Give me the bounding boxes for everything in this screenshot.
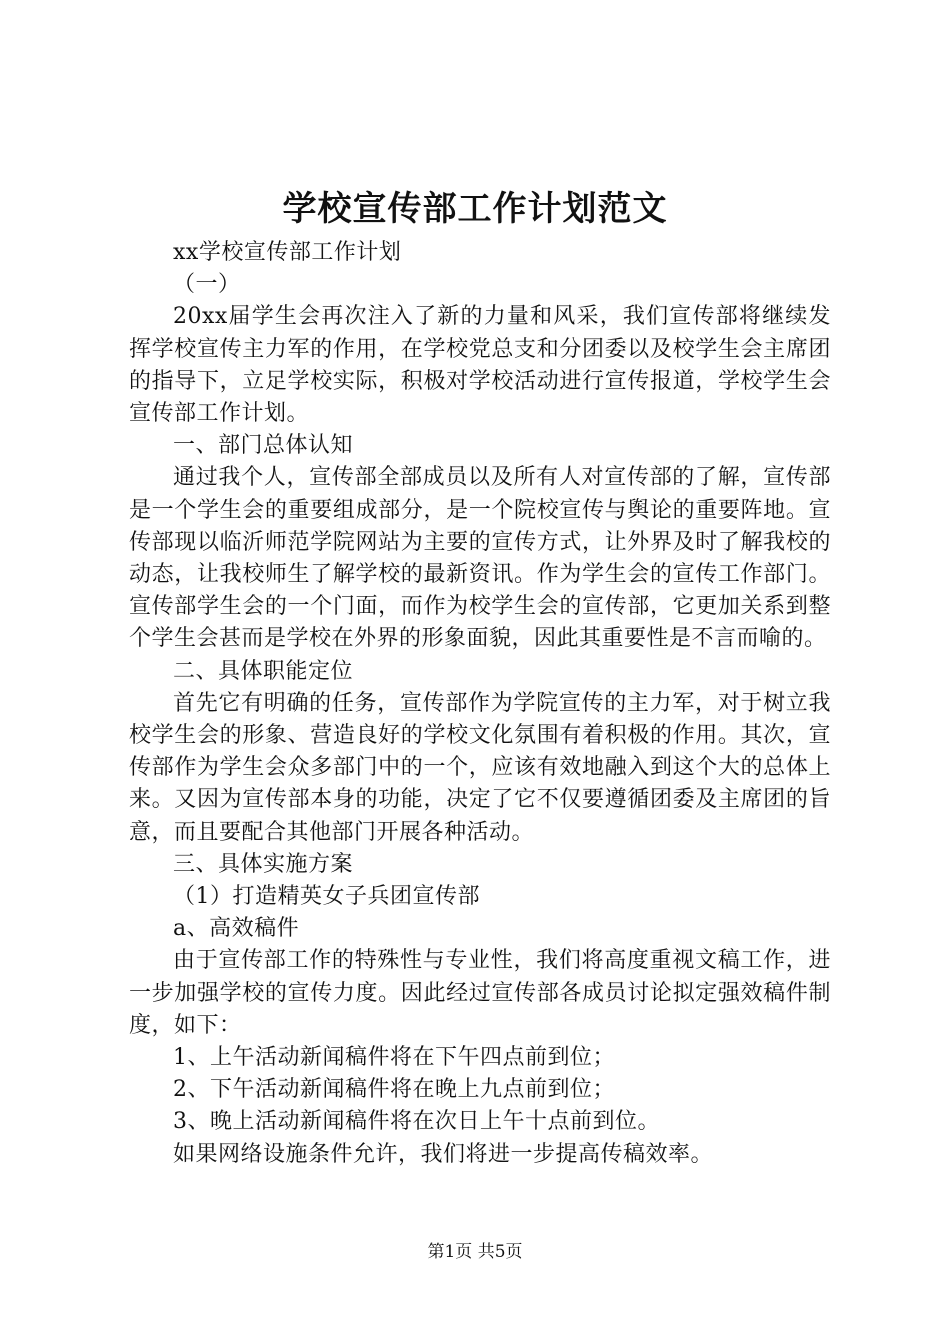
list-item-3: 3、晚上活动新闻稿件将在次日上午十点前到位。 [173,1109,660,1135]
section-1-paragraph: 通过我个人，宣传部全部成员以及所有人对宣传部的了解，宣传部是一个学生会的重要组成部分，是一个院校宣传与舆论的重要阵地。宣传部现以临沂师范学院网站为主要的宣传方式，让外界及时了解我校的动态，让我校师生了解学校的最新资讯。作为学生会的宣传工作部门。宣传部学生会的一个门面，而作为校学生会的宣传部，它更加关系到整个学生会甚而是学校在外界的形象面貌，因此其重要性是不言而喻的。 [129,465,831,652]
list-item-2: 2、下午活动新闻稿件将在晚上九点前到位； [173,1077,615,1103]
subtitle-line: xx学校宣传部工作计划 [173,240,402,265]
section-heading-3: 三、具体实施方案 [173,851,354,877]
list-item-1: 1、上午活动新闻稿件将在下午四点前到位； [173,1045,615,1071]
intro-paragraph: 20xx届学生会再次注入了新的力量和风采，我们宣传部将继续发挥学校宣传主力军的作用，在学校党总支和分团委以及校学生会主席团的指导下，立足学校实际，积极对学校活动进行宣传报道，学校学生会宣传部工作计划。 [129,304,831,427]
item-a-paragraph: 由于宣传部工作的特殊性与专业性，我们将高度重视文稿工作，进一步加强学校的宣传力度。因此经过宣传部各成员讨论拟定强效稿件制度，如下： [129,948,831,1038]
section-marker: （一） [173,272,241,298]
section-heading-2: 二、具体职能定位 [173,658,354,684]
subsection-heading: （1）打造精英女子兵团宣传部 [173,884,480,910]
document-body [129,237,831,1171]
closing-paragraph: 如果网络设施条件允许，我们将进一步提高传稿效率。 [173,1141,714,1167]
section-heading-1: 一、部门总体认知 [173,433,354,459]
document-title: 学校宣传部工作计划范文 [282,189,668,229]
page-footer: 第1页 共5页 [427,1242,523,1262]
item-heading-a: a、高效稿件 [173,916,300,942]
section-2-paragraph: 首先它有明确的任务，宣传部作为学院宣传的主力军，对于树立我校学生会的形象、营造良好的学校文化氛围有着积极的作用。其次，宣传部作为学生会众多部门中的一个，应该有效地融入到这个大的总体上来。又因为宣传部本身的功能，决定了它不仅要遵循团委及主席团的旨意，而且要配合其他部门开展各种活动。 [129,690,831,845]
